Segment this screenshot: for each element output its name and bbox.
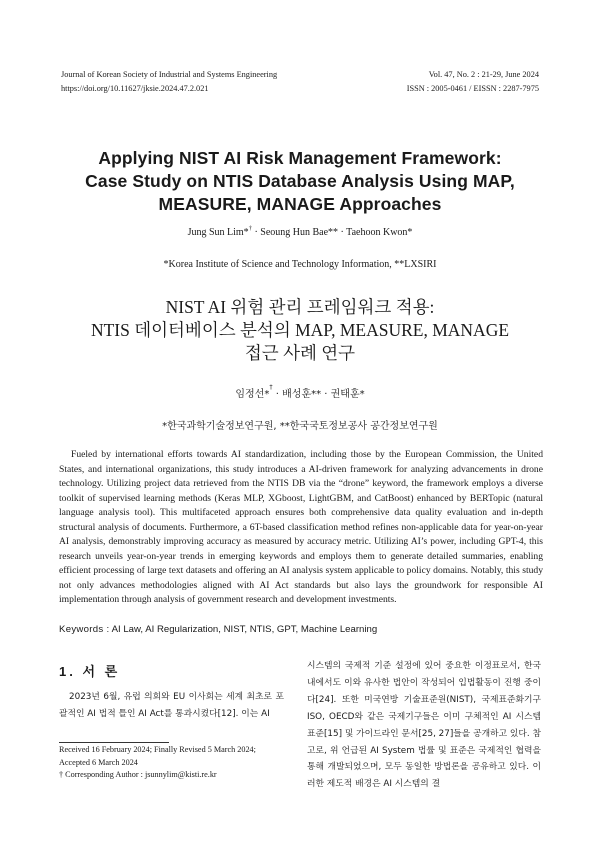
korean-title-line: NIST AI 위험 관리 프레임워크 적용: [165,297,435,317]
english-title-line: Case Study on NTIS Database Analysis Using MAP, [85,171,515,191]
korean-authors [0,385,600,400]
issn-info: ISSN : 2005-0461 / EISSN : 2287-7975 [406,83,539,93]
author-names: · 배성훈** · 권태훈* [272,389,365,400]
doi-link[interactable]: https://doi.org/10.11627/jksie.2024.47.2.021 [61,83,209,93]
english-title-line: Applying NIST AI Risk Management Framework: [98,148,502,168]
author-names: · Seoung Hun Bae** · Taehoon Kwon* [251,227,413,238]
corresponding-email[interactable]: Corresponding Author : jsunnylim@kisti.re.kr [63,770,217,779]
footnotes [59,744,289,782]
korean-title [0,296,600,365]
english-authors [0,227,600,238]
keywords-label: Keywords : [59,624,110,635]
korean-title-line: NTIS 데이터베이스 분석의 MAP, MEASURE, MANAGE [90,320,510,340]
intro-right-column: 시스템의 국제적 기준 설정에 있어 중요한 이정표로서, 한국 내에서도 이와 유사한 법안이 작성되어 입법활동이 진행 중이다[24]. 또한 미국연방 기술표준원(NIST), 국제표준화기구 ISO, OECD와 같은 국제기구들은 이미 구체적인 AI 시스템 표준[15] 및 가이드라인 문서[25, 27]들을 공개하고 있다. 참고로, 위 언급된 AI System 법률 및 표준은 국제적인 협력을 통해 개발되었으며, 모두 동일한 방법론을 공유하고 있다. 이러한 제도적 배경은 AI 시스템의 결 [307,661,541,790]
abstract: Fueled by international efforts towards AI standardization, including those by the European Commission, the United States, and international organizations, this study introduces a AI-driven framework for analyzing advancements in drone technology. Utilizing project data retrieved from the NTIS DB via the “drone” keyword, the framework employs a diverse toolkit of supervised learning methods (Keras MLP, XGboost, LightGBM, and CatBoost) enhanced by BERTopic (natural language analysis tool). This multifaceted approach ensures both comprehensive data quality evaluation and in-depth structural analysis of documents. Furthermore, a 6T-based classification method refines non-applicable data for year-on-year AI analysis, demonstrably improving accuracy as measured by accuracy metric. Utilizing AI’s power, including GPT-4, this research unveils year-on-year trends in emerging keywords and employs them to generate detailed summaries, enabling efficient processing of large text datasets and offering an AI analysis system applicable to policy domains. Notably, this study not only advances methodologies aligned with AI Act standards but also lays the groundwork for responsible AI implementation through analysis of government research and development investments. [59,449,543,605]
received-date: Received 16 February 2024; Finally Revised 5 March 2024; [59,745,256,754]
section-title: 1. 서 론 [59,664,121,679]
footnote-divider [59,742,169,743]
volume-info: Vol. 47, No. 2 : 21-29, June 2024 [428,70,539,79]
accepted-date: Accepted 6 March 2024 [59,757,138,767]
journal-name: Journal of Korean Society of Industrial and Systems Engineering [61,70,278,79]
corresponding-author [59,769,289,782]
author-name: 임정선* [235,389,270,400]
korean-title-line: 접근 사례 연구 [244,343,356,363]
dagger-mark: † [59,770,64,779]
english-title [0,147,600,216]
corresponding-mark: † [248,225,252,232]
keywords [59,624,377,635]
corresponding-mark: † [269,383,273,391]
intro-left-column: 2023년 6월, 유럽 의회와 EU 이사회는 세계 최초로 포괄적인 AI 법적 틀인 AI Act를 통과시켰다[12]. 이는 AI [59,692,284,719]
journal-header [61,68,277,95]
english-affiliation: *Korea Institute of Science and Technology Information, **LXSIRI [163,259,437,270]
korean-affiliation: *한국과학기술정보연구원, **한국국토정보공사 공간정보연구원 [162,421,438,432]
author-name: Jung Sun Lim* [187,227,249,238]
english-title-line: MEASURE, MANAGE Approaches [158,194,442,214]
issue-info [407,68,539,95]
keywords-list: AI Law, AI Regularization, NIST, NTIS, GPT, Machine Learning [111,624,378,635]
